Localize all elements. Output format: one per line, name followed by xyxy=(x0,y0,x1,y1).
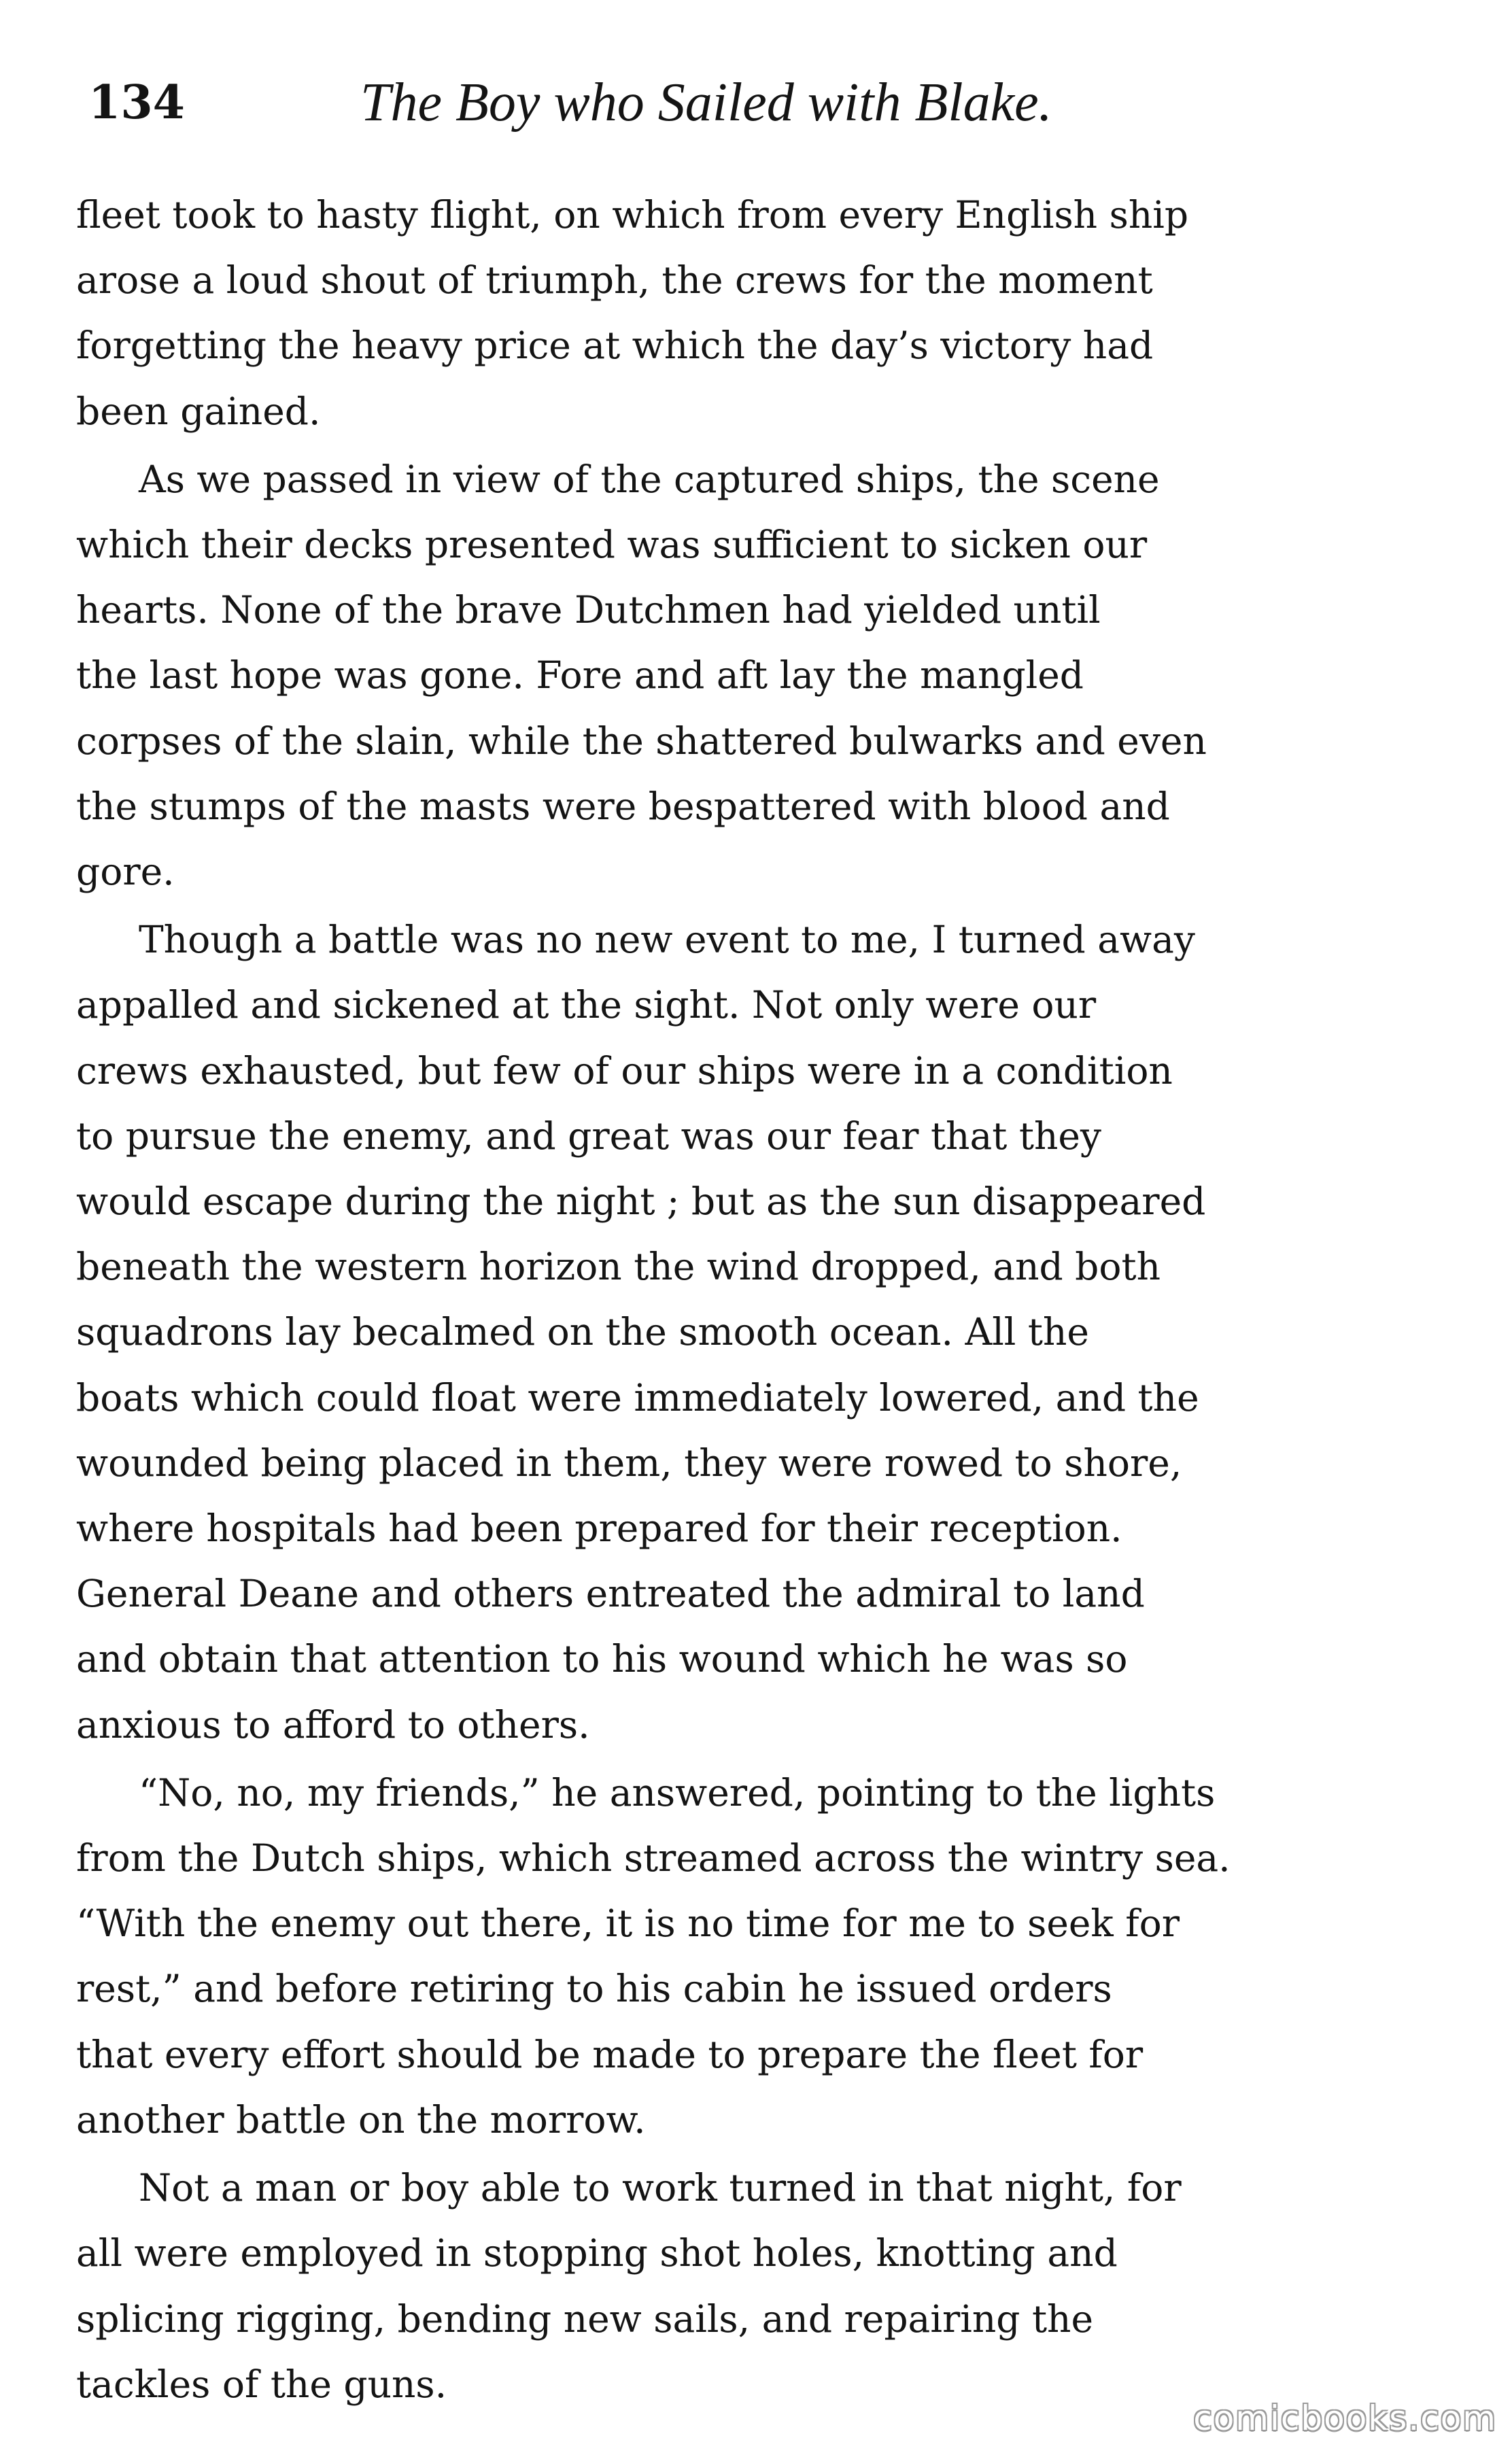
body-text xyxy=(76,182,1446,2420)
page-header xyxy=(88,65,1448,140)
paragraph-2: As we passed in view of the captured ships, the scene which their decks presented was sufficient to sicken our hearts. None of the brave Dutchmen had yielded until the last hope was gone. Fore and aft lay the mangled corpses of the slain, while the shattered bulwarks and even the stumps of the masts were bespattered with blood and gore. xyxy=(76,457,1207,894)
paragraph-3: Though a battle was no new event to me, I turned away appalled and sickened at the sight. Not only were our crews exhausted, but few of our ships were in a condition to pursue the enemy, and great was our fear that they would escape during the night ; but as the sun disappeared beneath the western horizon the wind dropped, and both squadrons lay becalmed on the smooth ocean. All the boats which could float were immediately lowered, and the wounded being placed in them, they were rowed to shore, where hospitals had been prepared for their reception. General Deane and others entreated the admiral to land and obtain that attention to his wound which he was so anxious to afford to others. xyxy=(76,918,1206,1747)
paragraph-4: “No, no, my friends,” he answered, pointing to the lights from the Dutch ships, which streamed across the wintry sea. “With the enemy out there, it is no time for me to seek for rest,” and before retiring to his cabin he issued orders that every effort should be made to prepare the fleet for another battle on the morrow. xyxy=(76,1770,1231,2142)
paragraph-5: Not a man or boy able to work turned in that night, for all were employed in stopping shot holes, knotting and splicing rigging, bending new sails, and repairing the tackles of the guns. xyxy=(76,2166,1182,2406)
watermark: comicbooks.com xyxy=(1193,2399,1497,2438)
paragraph-1: fleet took to hasty flight, on which from every English ship arose a loud shout of triumph, the crews for the moment forgetting the heavy price at which the day’s victory had been gained. xyxy=(76,193,1189,433)
page-number: 134 xyxy=(88,75,185,130)
running-title: The Boy who Sailed with Blake. xyxy=(360,73,1052,133)
